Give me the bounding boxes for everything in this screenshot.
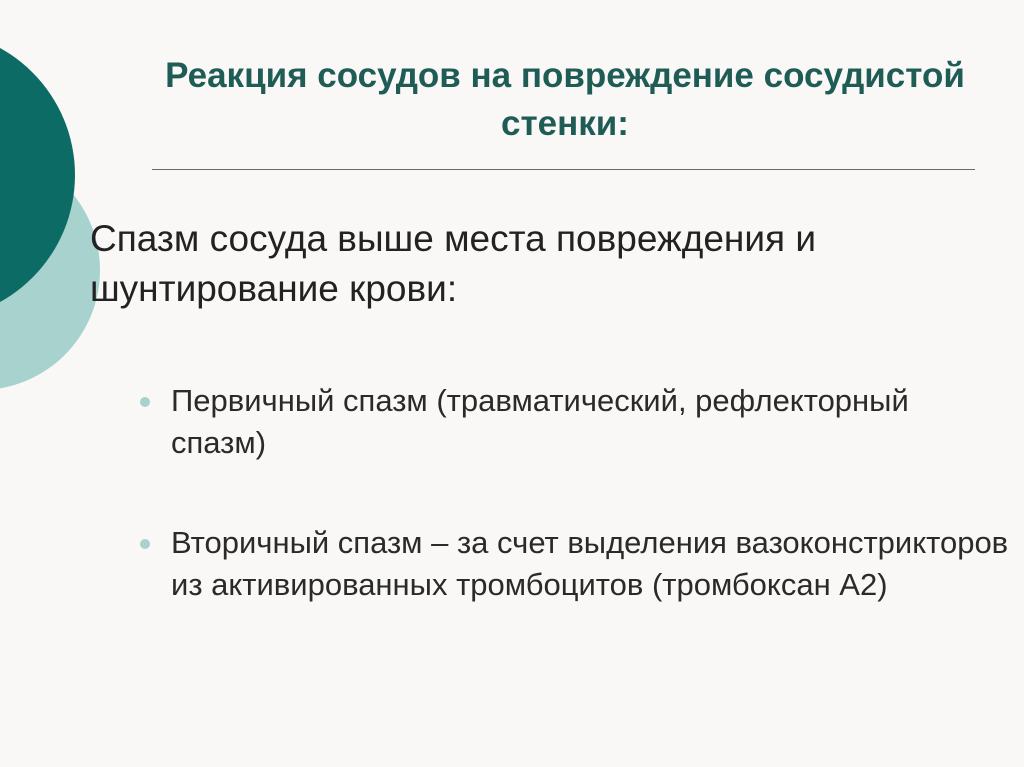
bullet-item-secondary-spasm (140, 522, 1010, 606)
decorative-circles (0, 0, 140, 420)
title-divider (152, 169, 975, 170)
bullet-text: Вторичный спазм – за счет выделения вазоконстрикторов из активированных тромбоцитов (тромбоксан А2) (171, 525, 1009, 602)
lead-text: Спазм сосуда выше места повреждения и шунтирование крови: (90, 218, 817, 309)
bullet-dot-icon (140, 397, 150, 407)
bullet-text: Первичный спазм (травматический, рефлекторный спазм) (171, 383, 909, 460)
bullet-list (140, 380, 1010, 606)
bullet-dot-icon (140, 539, 150, 549)
bullet-item-primary-spasm (140, 380, 1010, 464)
slide-title: Реакция сосудов на повреждение сосудистой стенки: (165, 56, 965, 143)
